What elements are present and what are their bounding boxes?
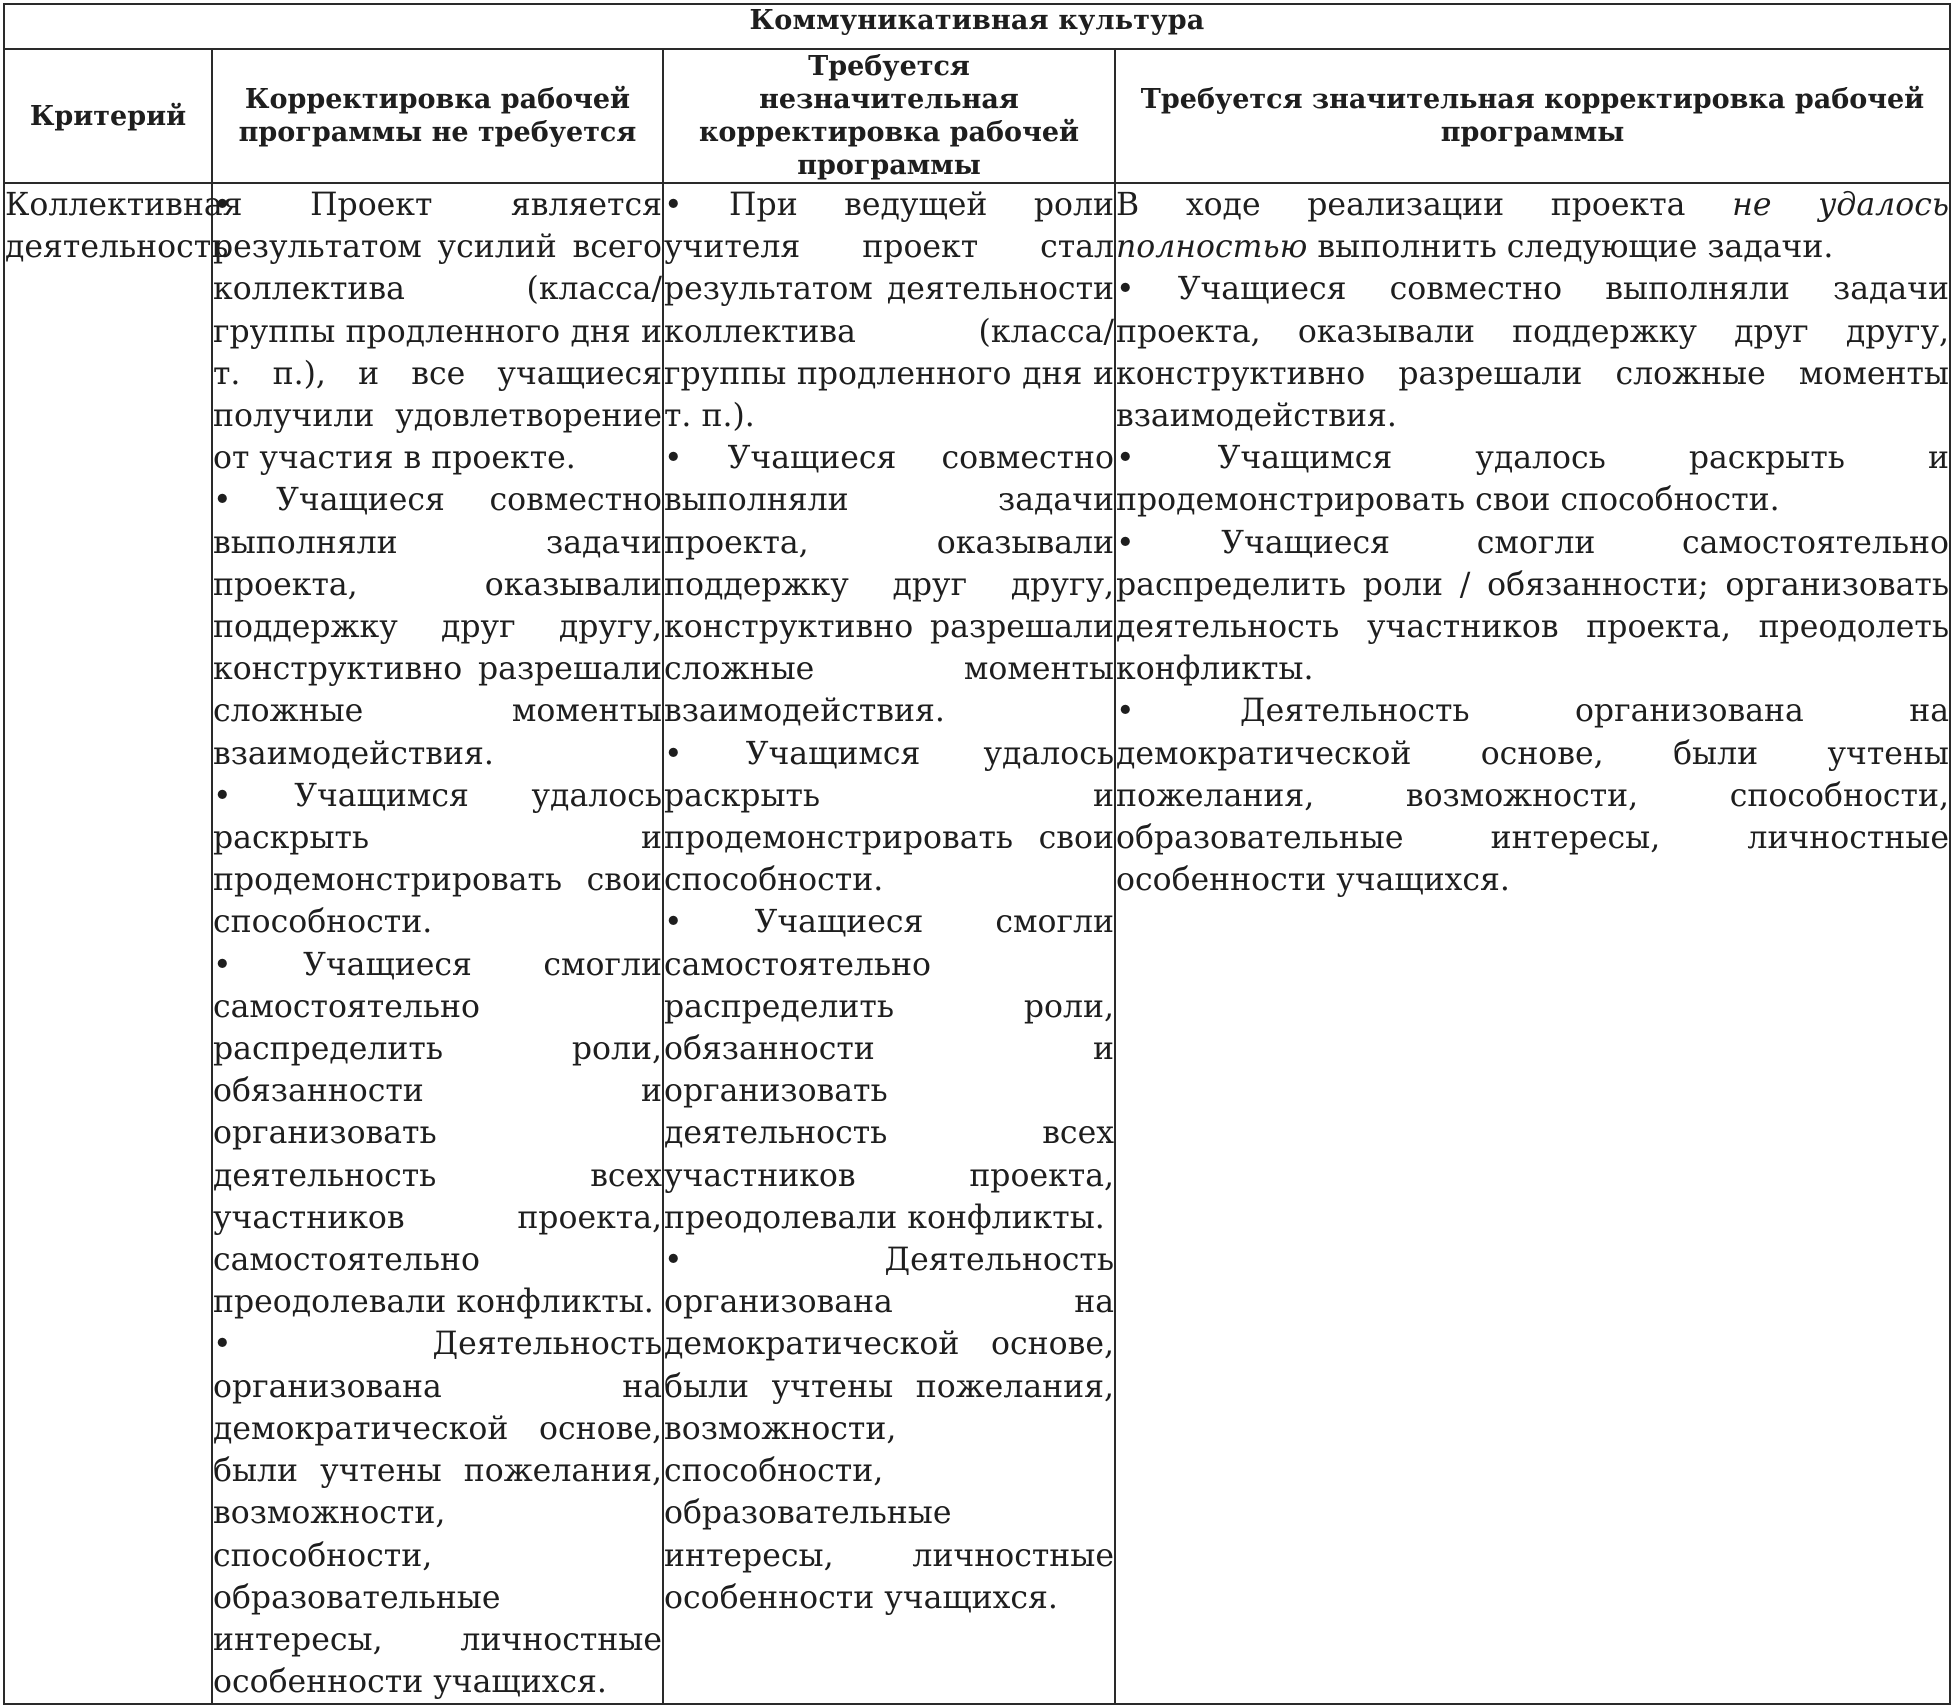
table-title: Коммуникативная культура	[4, 4, 1950, 49]
minor-correction-cell	[663, 183, 1115, 1704]
list-item: • Учащиеся смогли самостоятельно распределить роли, обязанности и организовать деятельность всех участников проекта, самостоятельно преодолевали конфликты.	[213, 946, 662, 1321]
list-item: • Учащиеся совместно выполняли задачи проекта, оказывали поддержку друг другу, конструктивно разрешали сложные моменты взаимодействия.	[1116, 271, 1949, 435]
criteria-table	[3, 3, 1951, 1705]
intro-text: В ходе реализации проекта	[1116, 187, 1733, 223]
header-no-correction: Корректировка рабочей программы не требуется	[212, 49, 663, 183]
list-item: • Учащиеся совместно выполняли задачи проекта, оказывали поддержку друг другу, конструктивно разрешали сложные моменты взаимодействия.	[664, 440, 1114, 730]
list-item: • При ведущей роли учителя проект стал результатом деятельности коллектива (класса/группы продленного дня и т. п.).	[664, 187, 1114, 435]
major-correction-cell	[1115, 183, 1950, 1704]
list-item: • Учащимся удалось раскрыть и продемонстрировать свои способности.	[1116, 440, 1949, 519]
list-item: • Учащимся удалось раскрыть и продемонстрировать свои способности.	[664, 735, 1114, 899]
list-item: • Деятельность организована на демократической основе, были учтены пожелания, возможности, способности, образовательные интересы, личностные особенности учащихся.	[213, 1326, 662, 1701]
header-minor-correction: Требуется незначительная корректировка рабочей программы	[663, 49, 1115, 183]
header-major-correction: Требуется значительная корректировка рабочей программы	[1115, 49, 1950, 183]
list-item: • Учащиеся смогли самостоятельно распределить роли, обязанности и организовать деятельность всех участников проекта, преодолевали конфликты.	[664, 904, 1114, 1236]
list-item: • Деятельность организована на демократической основе, были учтены пожелания, возможности, способности, образовательные интересы, личностные особенности учащихся.	[1116, 693, 1949, 899]
list-item: • Деятельность организована на демократической основе, были учтены пожелания, возможности, способности, образовательные интересы, личностные особенности учащихся.	[664, 1242, 1114, 1616]
list-item: • Учащимся удалось раскрыть и продемонстрировать свои способности.	[213, 777, 662, 941]
list-item: • Учащиеся смогли самостоятельно распределить роли / обязанности; организовать деятельность участников проекта, преодолеть конфликты.	[1116, 524, 1949, 688]
criterion-name: Коллективная деятельность	[5, 187, 243, 266]
list-item: • Учащиеся совместно выполняли задачи проекта, оказывали поддержку друг другу, конструктивно разрешали сложные моменты взаимодействия.	[213, 482, 662, 772]
criterion-cell	[4, 183, 243, 1704]
intro-paragraph	[1116, 184, 1949, 268]
no-correction-cell	[212, 183, 663, 1704]
header-criterion: Критерий	[4, 49, 212, 183]
list-item: • Проект является результатом усилий всего коллектива (класса/группы продленного дня и т. п.), и все учащиеся получили удовлетворение от участия в проекте.	[213, 187, 662, 477]
intro-text-end: выполнить следующие задачи.	[1307, 229, 1834, 266]
intro-emphasis: не удалось полностью	[1116, 187, 1949, 266]
